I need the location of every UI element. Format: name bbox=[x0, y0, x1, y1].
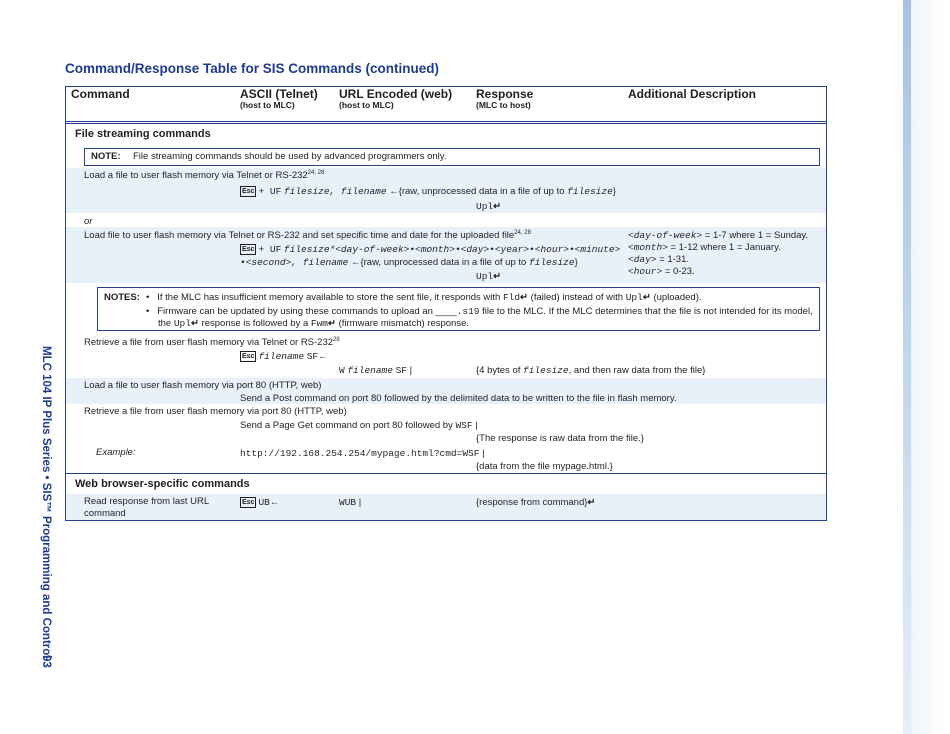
row-read-label-2: command bbox=[84, 508, 126, 519]
header-response-sub: (MLC to host) bbox=[476, 100, 531, 110]
row-load2-ascii-line2: •<second>, filename ←{raw, unprocessed data in a file of up to filesize} bbox=[240, 257, 578, 268]
note-label: NOTE: bbox=[91, 151, 121, 162]
header-url-sub: (host to MLC) bbox=[339, 100, 394, 110]
return-icon: ↵ bbox=[493, 201, 502, 212]
row-load2-label: Load file to user flash memory via Telnet or RS-232 and set specific time and date for the uploaded file$^{24, 28}$ bbox=[84, 230, 531, 242]
example-url: http://192.168.254.254/mypage.html?cmd=WSF | bbox=[240, 448, 485, 459]
example-label: Example: bbox=[96, 447, 136, 458]
row-load2-desc4: <hour> = 0-23. bbox=[628, 266, 695, 277]
row-read-label-1: Read response from last URL bbox=[84, 496, 210, 507]
return-icon: ↵ bbox=[520, 292, 529, 303]
header-ascii: ASCII (Telnet) bbox=[240, 87, 318, 101]
pipe-icon: | bbox=[409, 365, 413, 376]
page-number-container bbox=[36, 655, 52, 675]
esc-key-icon: Esc bbox=[242, 499, 255, 506]
row-load1-ascii: Esc + UF filesize, filename ←{raw, unprocessed data in a file of up to filesize} bbox=[242, 186, 616, 198]
row-load1-label: Load a file to user flash memory via Telnet or RS-232$^{24, 28}$ bbox=[84, 170, 325, 182]
row-load2-response: Upl↵ bbox=[476, 271, 502, 282]
section-web-browser: Web browser-specific commands bbox=[75, 478, 250, 490]
header-divider bbox=[65, 121, 827, 124]
pipe-icon: | bbox=[358, 497, 362, 508]
page-edge-tab bbox=[903, 0, 950, 734]
return-icon: ↵ bbox=[190, 318, 199, 329]
notes-bullet-2: • Firmware can be updated by using these commands to upload an ____.s19 file to the MLC. If the MLC determines that the file is not intended for its model, bbox=[146, 306, 813, 317]
row-retrieve1-label: Retrieve a file from user flash memory via Telnet or $RS-232^{28}$ bbox=[84, 337, 340, 349]
note-text: File streaming commands should be used by advanced programmers only. bbox=[133, 151, 447, 162]
section-divider bbox=[65, 473, 827, 474]
pipe-icon: | bbox=[482, 448, 485, 459]
page-number: 93 bbox=[40, 655, 52, 668]
row-load3-label: Load a file to user flash memory via port 80 (HTTP, web) bbox=[84, 380, 322, 391]
row-load1-response: Upl↵ bbox=[476, 201, 502, 212]
header-command: Command bbox=[71, 87, 130, 101]
page-title: Command/Response Table for SIS Commands (continued) bbox=[65, 61, 440, 76]
return-icon: ↵ bbox=[328, 318, 336, 329]
left-arrow-icon: ← bbox=[318, 351, 328, 363]
row-read-response: {response from command}↵ bbox=[476, 497, 596, 508]
example-response: {data from the file mypage.html.} bbox=[476, 461, 613, 472]
header-description: Additional Description bbox=[628, 87, 757, 101]
pipe-icon: | bbox=[475, 420, 478, 431]
section-file-streaming: File streaming commands bbox=[75, 128, 211, 140]
row-retrieve1-ascii: Esc filename SF← bbox=[242, 351, 328, 363]
notes-label: NOTES: bbox=[104, 292, 140, 303]
left-arrow-icon: ← bbox=[389, 186, 399, 198]
esc-key-icon: Esc bbox=[242, 246, 255, 253]
left-arrow-icon: ← bbox=[350, 257, 361, 268]
header-url: URL Encoded (web) bbox=[339, 87, 453, 101]
side-title: MLC 104 IP Plus Series • SIS™ Programming and Control bbox=[40, 346, 52, 659]
row-load2-desc1: <day-of-week> = 1-7 where 1 = Sunday. bbox=[628, 230, 809, 241]
esc-key-icon: Esc bbox=[242, 188, 255, 195]
row-retrieve1-url: W filename SF | bbox=[339, 365, 413, 376]
row-read-url: WUB | bbox=[339, 497, 362, 508]
header-response: Response bbox=[476, 87, 534, 101]
side-title-container bbox=[36, 346, 52, 659]
row-load2-ascii-line1: Esc + UF filesize*<day-of-week>•<month>•<day>•<year>•<hour>•<minute> bbox=[242, 244, 621, 256]
notes-bullet-1: • If the MLC has insufficient memory available to store the sent file, it responds with Fld↵ (failed) instead of with Upl↵ (uploaded). bbox=[146, 292, 702, 303]
header-ascii-sub: (host to MLC) bbox=[240, 100, 295, 110]
row-retrieve2-label: Retrieve a file from user flash memory via port 80 (HTTP, web) bbox=[84, 406, 347, 417]
row-retrieve1-response: {4 bytes of filesize, and then raw data from the file} bbox=[476, 365, 706, 376]
row-retrieve2-response: {The response is raw data from the file.} bbox=[476, 433, 644, 444]
row-load2-desc3: <day> = 1-31. bbox=[628, 254, 689, 265]
return-icon: ↵ bbox=[587, 497, 596, 508]
or-label: or bbox=[84, 216, 93, 227]
row-read-ascii: Esc UB← bbox=[242, 497, 280, 509]
left-arrow-icon: ← bbox=[269, 497, 280, 509]
row-load3-text: Send a Post command on port 80 followed by the delimited data to be written to the file in flash memory. bbox=[240, 393, 677, 404]
row-load2-desc2: <month> = 1-12 where 1 = January. bbox=[628, 242, 781, 253]
esc-key-icon: Esc bbox=[242, 353, 255, 360]
return-icon: ↵ bbox=[642, 292, 651, 303]
return-icon: ↵ bbox=[493, 271, 502, 282]
row-retrieve2-text: Send a Page Get command on port 80 followed by WSF | bbox=[240, 420, 478, 431]
notes-bullet-2-cont: the Upl↵ response is followed by a Fwm↵ (firmware mismatch) response. bbox=[158, 318, 469, 329]
